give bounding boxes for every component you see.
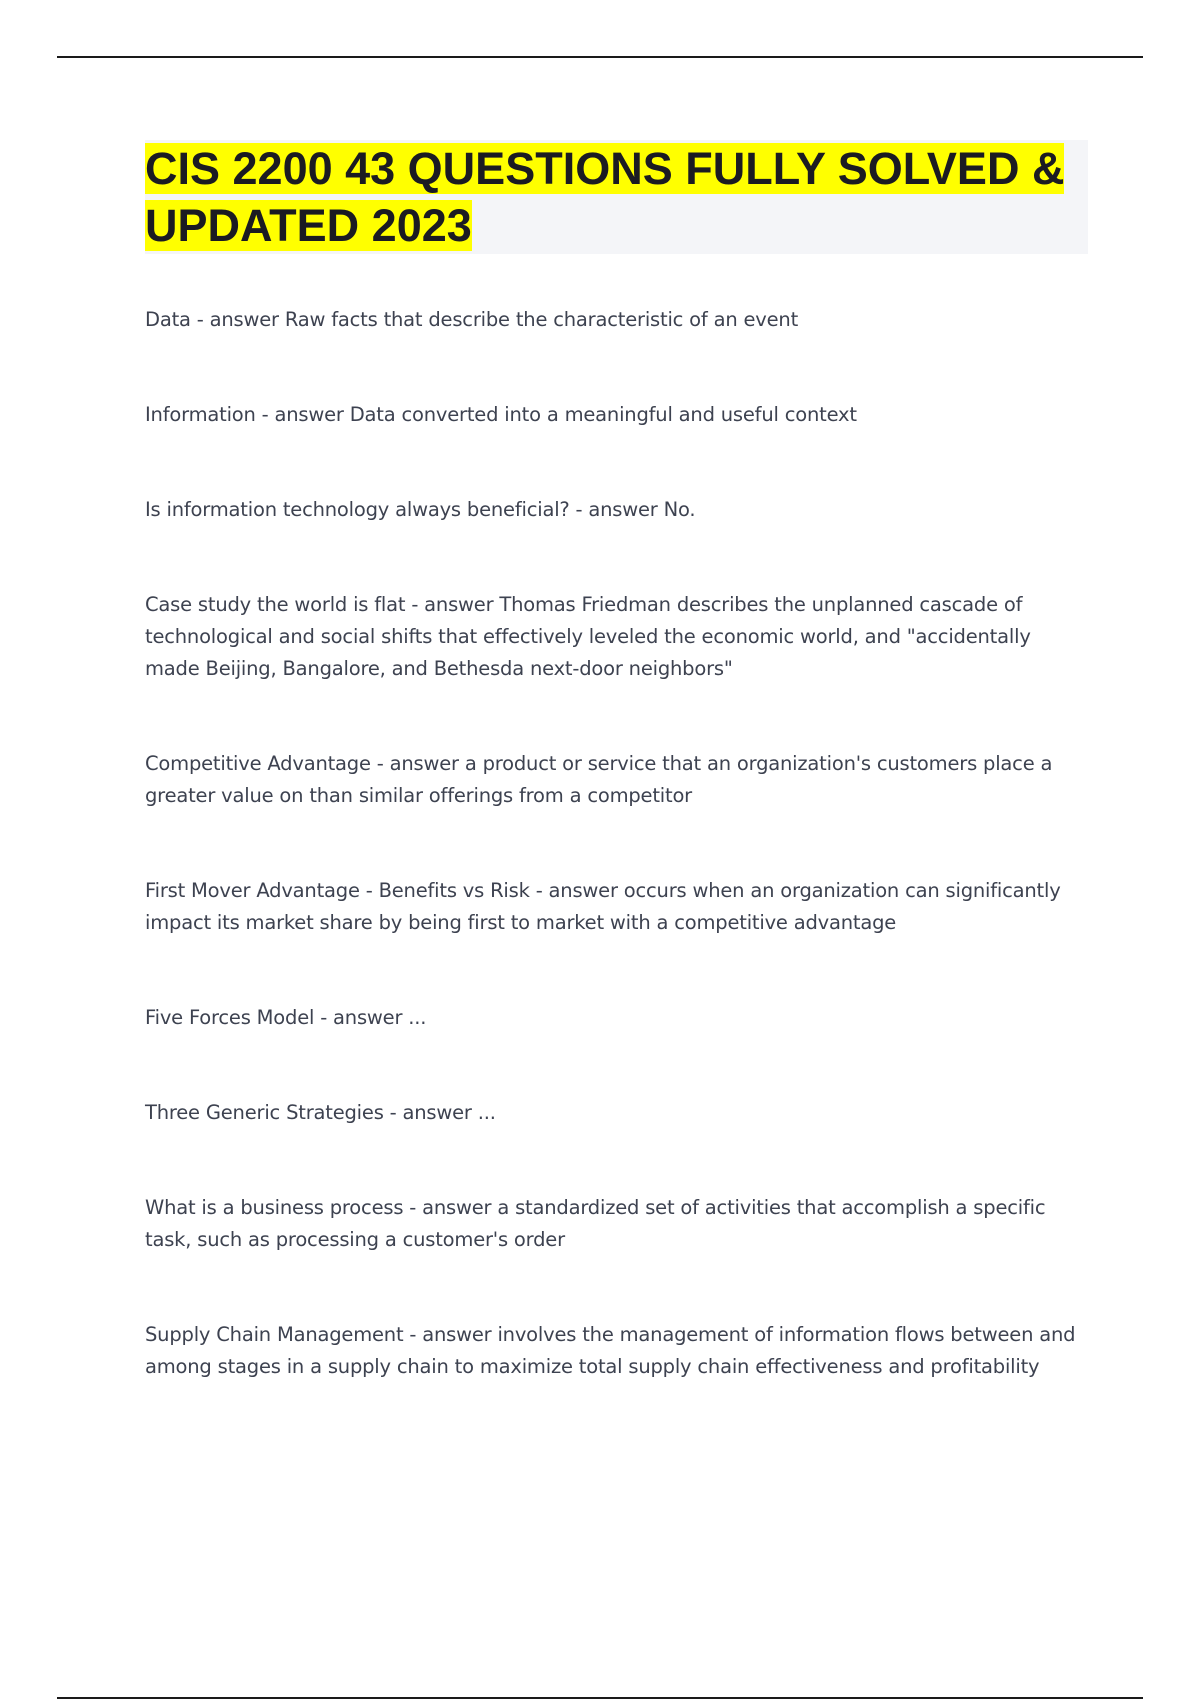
header-rule (57, 56, 1143, 58)
qa-item-first-mover-advantage: First Mover Advantage - Benefits vs Risk - answer occurs when an organization can significantly impact its market share by being first to market with a competitive advantage (145, 879, 1061, 934)
document-body (145, 140, 1090, 1446)
document-title-highlight: CIS 2200 43 QUESTIONS FULLY SOLVED & UPDATED 2023 (145, 143, 1065, 251)
qa-item-information: Information - answer Data converted into a meaningful and useful context (145, 403, 857, 426)
qa-item-data: Data - answer Raw facts that describe the characteristic of an event (145, 308, 799, 331)
qa-item-world-is-flat: Case study the world is flat - answer Thomas Friedman describes the unplanned cascade of technological and social shifts that effectively leveled the economic world, and "accidentally made Beijing, Bangalore, and Bethesda next-door neighbors" (145, 593, 1031, 680)
title-block (145, 140, 1088, 254)
footer-rule (57, 1697, 1143, 1699)
qa-item-business-process: What is a business process - answer a standardized set of activities that accomplish a specific task, such as processing a customer's order (145, 1196, 1046, 1251)
qa-item-three-generic-strategies: Three Generic Strategies - answer ... (145, 1101, 496, 1124)
qa-item-five-forces-model: Five Forces Model - answer ... (145, 1006, 427, 1029)
qa-list (145, 304, 1090, 1383)
qa-item-supply-chain-management: Supply Chain Management - answer involves the management of information flows between and among stages in a supply chain to maximize total supply chain effectiveness and profitability (145, 1323, 1076, 1378)
qa-item-competitive-advantage: Competitive Advantage - answer a product or service that an organization's customers place a greater value on than similar offerings from a competitor (145, 752, 1053, 807)
document-title (145, 140, 1088, 254)
qa-item-it-beneficial: Is information technology always beneficial? - answer No. (145, 498, 696, 521)
